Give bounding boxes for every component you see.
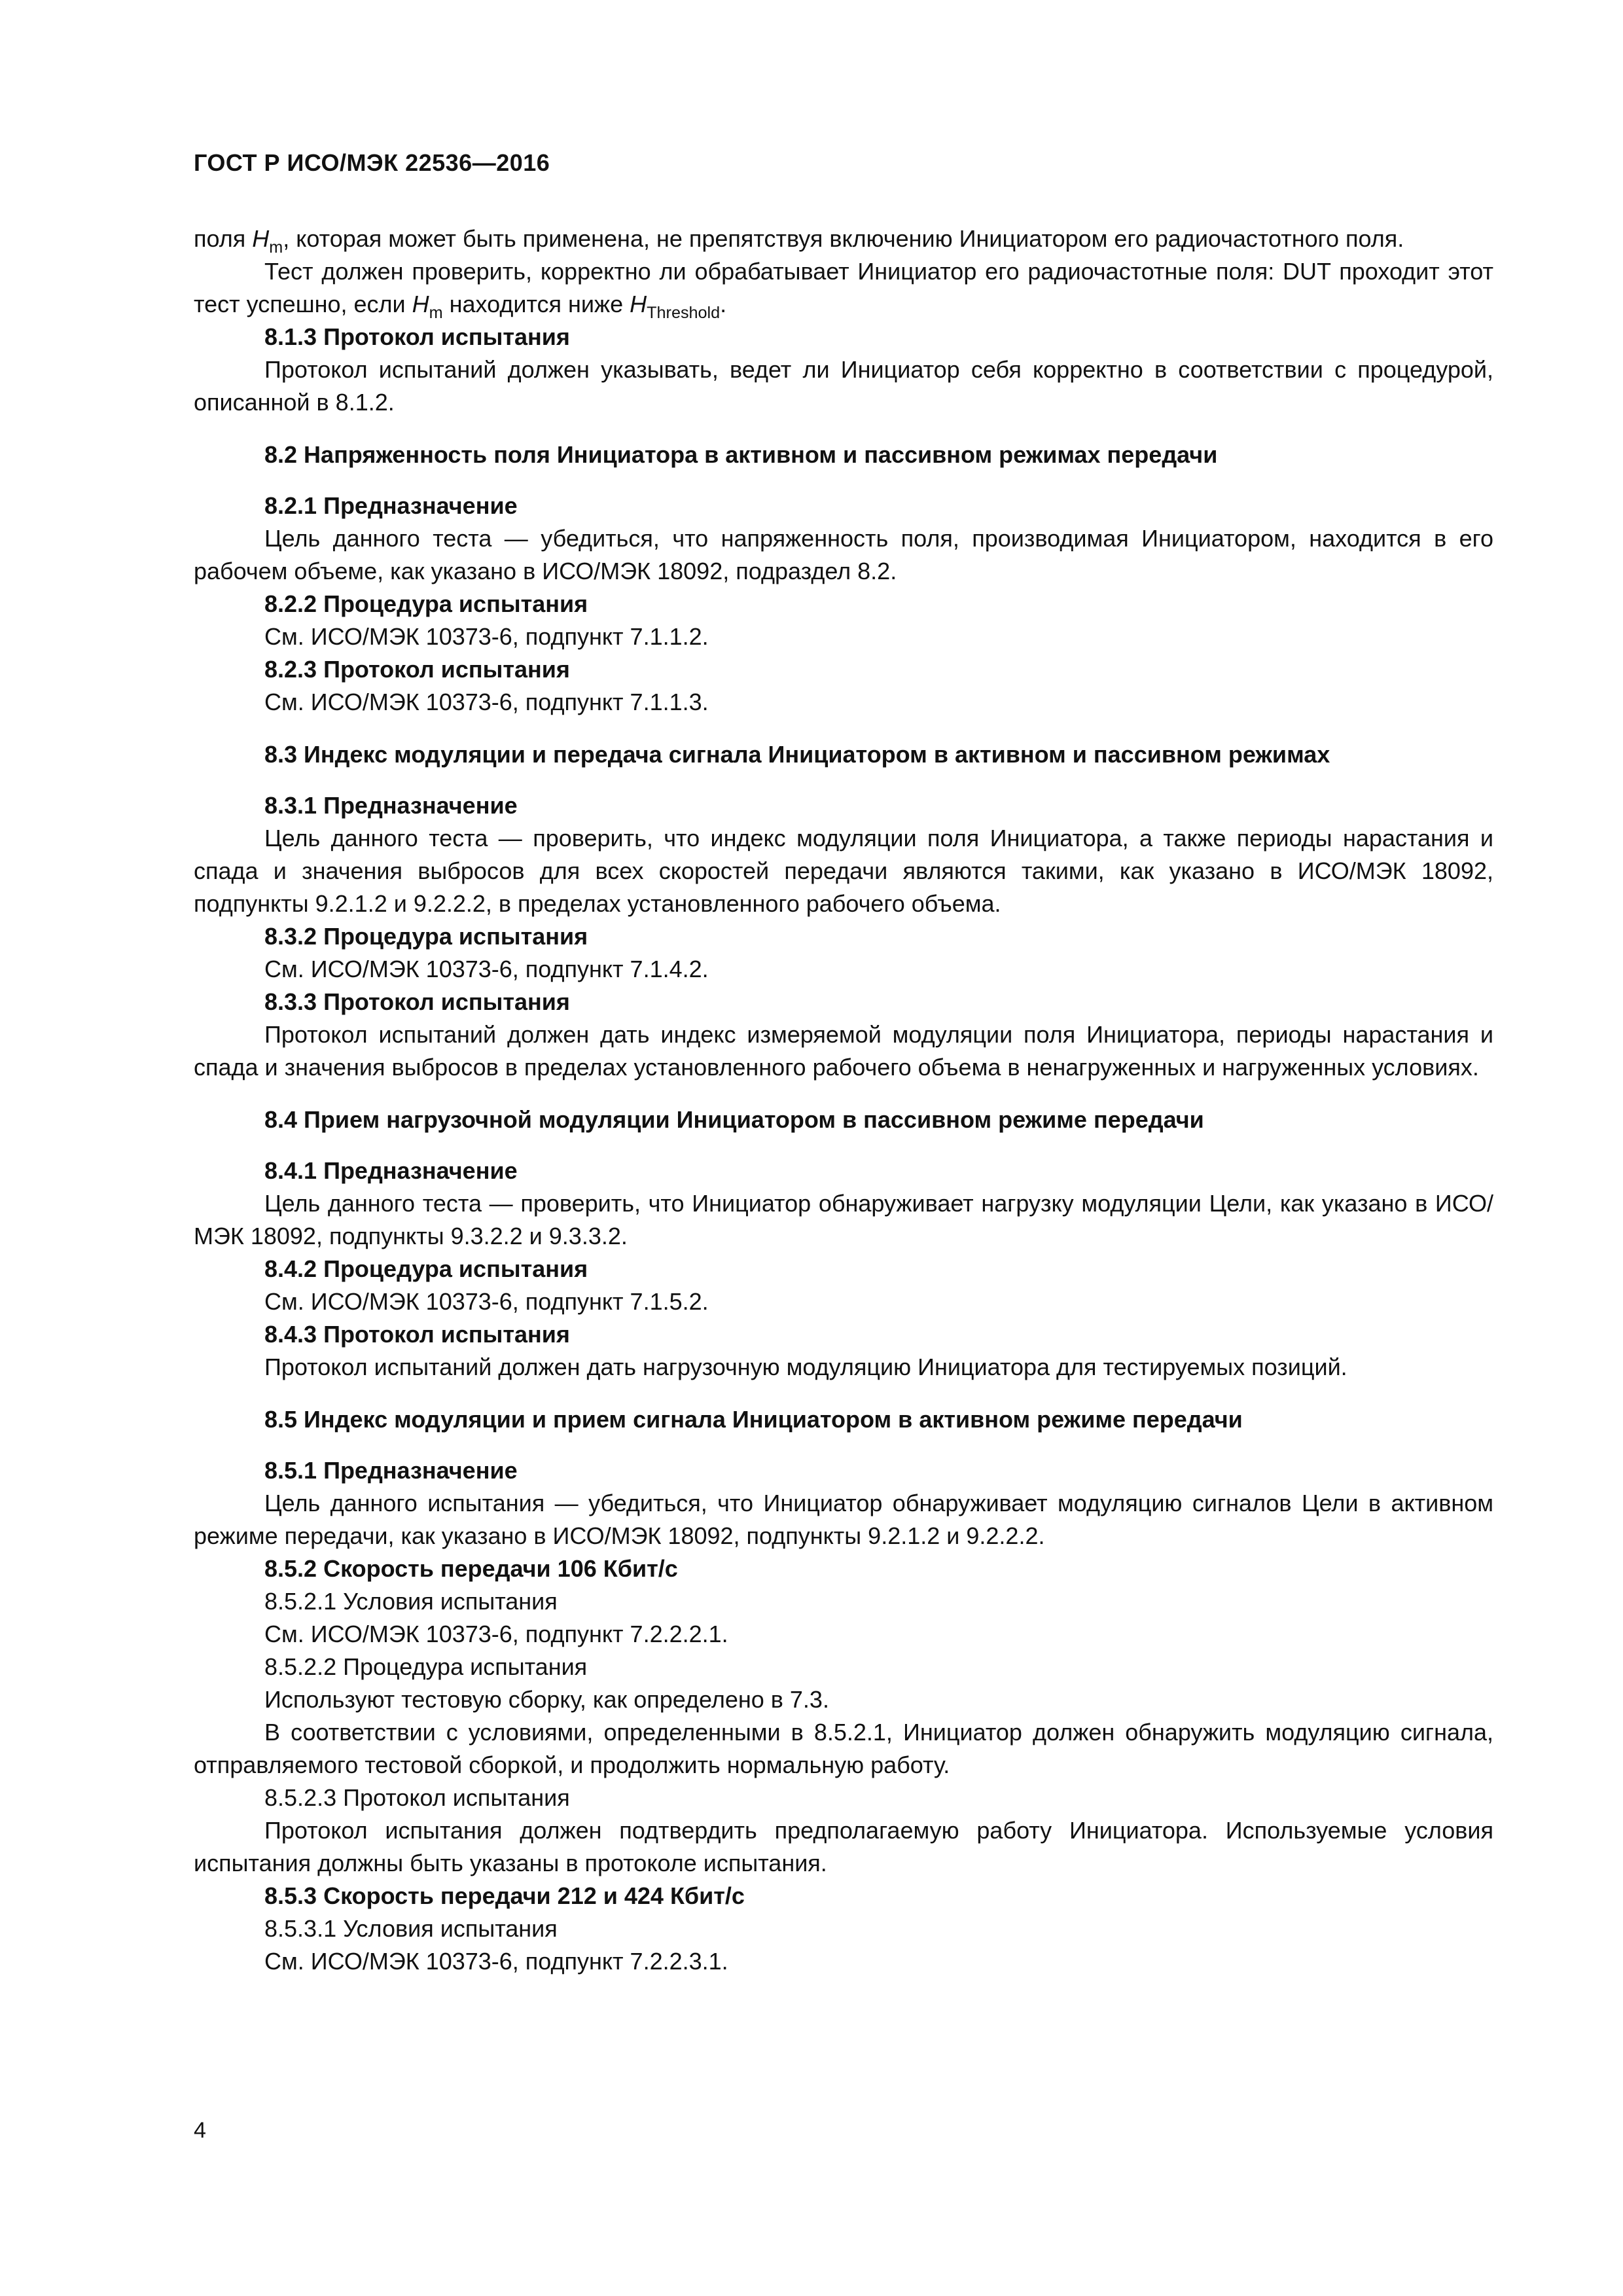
- paragraph-8-3-3: Протокол испытаний должен дать индекс измеряемой модуляции поля Инициатора, периоды нарастания и спада и значения выбросов в пределах установленного рабочего объема в ненагруженных и нагруженных условиях.: [194, 1021, 1493, 1081]
- clause-heading-8-5-2-3: 8.5.2.3 Протокол испытания: [264, 1784, 570, 1811]
- subsection-heading-8-2-3: 8.2.3 Протокол испытания: [264, 656, 570, 683]
- variable-h: H: [630, 291, 647, 317]
- paragraph-8-5-1: Цель данного испытания — убедиться, что Инициатор обнаруживает модуляцию сигналов Цели в активном режиме передачи, как указано в ИСО/МЭК 18092, подпункты 9.2.1.2 и 9.2.2.2.: [194, 1490, 1493, 1549]
- paragraph-8-1-3: Протокол испытаний должен указывать, ведет ли Инициатор себя корректно в соответствии с процедурой, описанной в 8.1.2.: [194, 356, 1493, 416]
- paragraph-8-2-1: Цель данного теста — убедиться, что напряженность поля, производимая Инициатором, находится в его рабочем объеме, как указано в ИСО/МЭК 18092, подраздел 8.2.: [194, 525, 1493, 584]
- section-heading-8-4: 8.4 Прием нагрузочной модуляции Инициатором в пассивном режиме передачи: [264, 1106, 1204, 1133]
- subsection-heading-8-3-1: 8.3.1 Предназначение: [264, 792, 518, 819]
- subsection-heading-8-5-1: 8.5.1 Предназначение: [264, 1457, 518, 1484]
- text-run: , которая может быть применена, не препятствуя включению Инициатором его радиочастотного поля.: [283, 225, 1404, 252]
- subsection-heading-8-4-1: 8.4.1 Предназначение: [264, 1157, 518, 1184]
- text-run: .: [720, 291, 727, 317]
- clause-heading-8-5-2-2: 8.5.2.2 Процедура испытания: [264, 1653, 588, 1680]
- document-body: [194, 223, 1493, 1978]
- paragraph-8-5-3-1: См. ИСО/МЭК 10373-6, подпункт 7.2.2.3.1.: [264, 1948, 728, 1975]
- paragraph-8-2-3: См. ИСО/МЭК 10373-6, подпункт 7.1.1.3.: [264, 689, 709, 715]
- paragraph-8-3-1: Цель данного теста — проверить, что индекс модуляции поля Инициатора, а также периоды нарастания и спада и значения выбросов для всех скоростей передачи являются такими, как указано в ИСО/МЭК 18092, подпункты 9.2.1.2 и 9.2.2.2, в пределах установленного рабочего объема.: [194, 825, 1493, 917]
- paragraph-8-2-2: См. ИСО/МЭК 10373-6, подпункт 7.1.1.2.: [264, 623, 709, 650]
- page-number: 4: [194, 2118, 206, 2143]
- subsection-heading-8-3-2: 8.3.2 Процедура испытания: [264, 923, 588, 950]
- paragraph-test-description: [194, 255, 1493, 321]
- paragraph-8-4-1: Цель данного теста — проверить, что Инициатор обнаруживает нагрузку модуляции Цели, как указано в ИСО/МЭК 18092, подпункты 9.3.2.2 и 9.3.3.2.: [194, 1190, 1493, 1249]
- subsection-heading-8-1-3: 8.1.3 Протокол испытания: [264, 323, 570, 350]
- variable-h: H: [412, 291, 429, 317]
- subscript-m: m: [269, 238, 283, 257]
- paragraph-8-5-2-2-b: В соответствии с условиями, определенными в 8.5.2.1, Инициатор должен обнаружить модуляцию сигнала, отправляемого тестовой сборкой, и продолжить нормальную работу.: [194, 1719, 1493, 1778]
- clause-heading-8-5-2-1: 8.5.2.1 Условия испытания: [264, 1588, 558, 1615]
- paragraph-8-4-3: Протокол испытаний должен дать нагрузочную модуляцию Инициатора для тестируемых позиций.: [264, 1354, 1347, 1380]
- subsection-heading-8-5-2: 8.5.2 Скорость передачи 106 Кбит/с: [264, 1555, 678, 1582]
- paragraph-8-4-2: См. ИСО/МЭК 10373-6, подпункт 7.1.5.2.: [264, 1288, 709, 1315]
- text-run: Тест должен проверить, корректно ли обрабатывает Инициатор его радиочастотные поля: DUT проходит этот тест успешно, если: [194, 258, 1493, 317]
- paragraph-field-hm: [194, 223, 1493, 255]
- text-run: находится ниже: [442, 291, 630, 317]
- subsection-heading-8-2-2: 8.2.2 Процедура испытания: [264, 590, 588, 617]
- clause-heading-8-5-3-1: 8.5.3.1 Условия испытания: [264, 1915, 558, 1942]
- section-heading-8-3: 8.3 Индекс модуляции и передача сигнала Инициатором в активном и пассивном режимах: [264, 741, 1330, 768]
- subscript-threshold: Threshold: [647, 303, 721, 322]
- subsection-heading-8-2-1: 8.2.1 Предназначение: [264, 492, 518, 519]
- subscript-m: m: [429, 303, 443, 322]
- text-run: поля: [194, 225, 253, 252]
- paragraph-8-3-2: См. ИСО/МЭК 10373-6, подпункт 7.1.4.2.: [264, 956, 709, 982]
- paragraph-8-5-2-3: Протокол испытания должен подтвердить предполагаемую работу Инициатора. Используемые условия испытания должны быть указаны в протоколе испытания.: [194, 1817, 1493, 1876]
- document-header: ГОСТ Р ИСО/МЭК 22536—2016: [194, 149, 550, 176]
- subsection-heading-8-5-3: 8.5.3 Скорость передачи 212 и 424 Кбит/с: [264, 1882, 745, 1909]
- subsection-heading-8-4-2: 8.4.2 Процедура испытания: [264, 1255, 588, 1282]
- section-heading-8-2: 8.2 Напряженность поля Инициатора в активном и пассивном режимах передачи: [264, 441, 1218, 468]
- section-heading-8-5: 8.5 Индекс модуляции и прием сигнала Инициатором в активном режиме передачи: [264, 1406, 1243, 1433]
- paragraph-8-5-2-1: См. ИСО/МЭК 10373-6, подпункт 7.2.2.2.1.: [264, 1621, 728, 1647]
- subsection-heading-8-3-3: 8.3.3 Протокол испытания: [264, 988, 570, 1015]
- variable-h: H: [252, 225, 270, 252]
- subsection-heading-8-4-3: 8.4.3 Протокол испытания: [264, 1321, 570, 1348]
- paragraph-8-5-2-2-a: Используют тестовую сборку, как определено в 7.3.: [264, 1686, 829, 1713]
